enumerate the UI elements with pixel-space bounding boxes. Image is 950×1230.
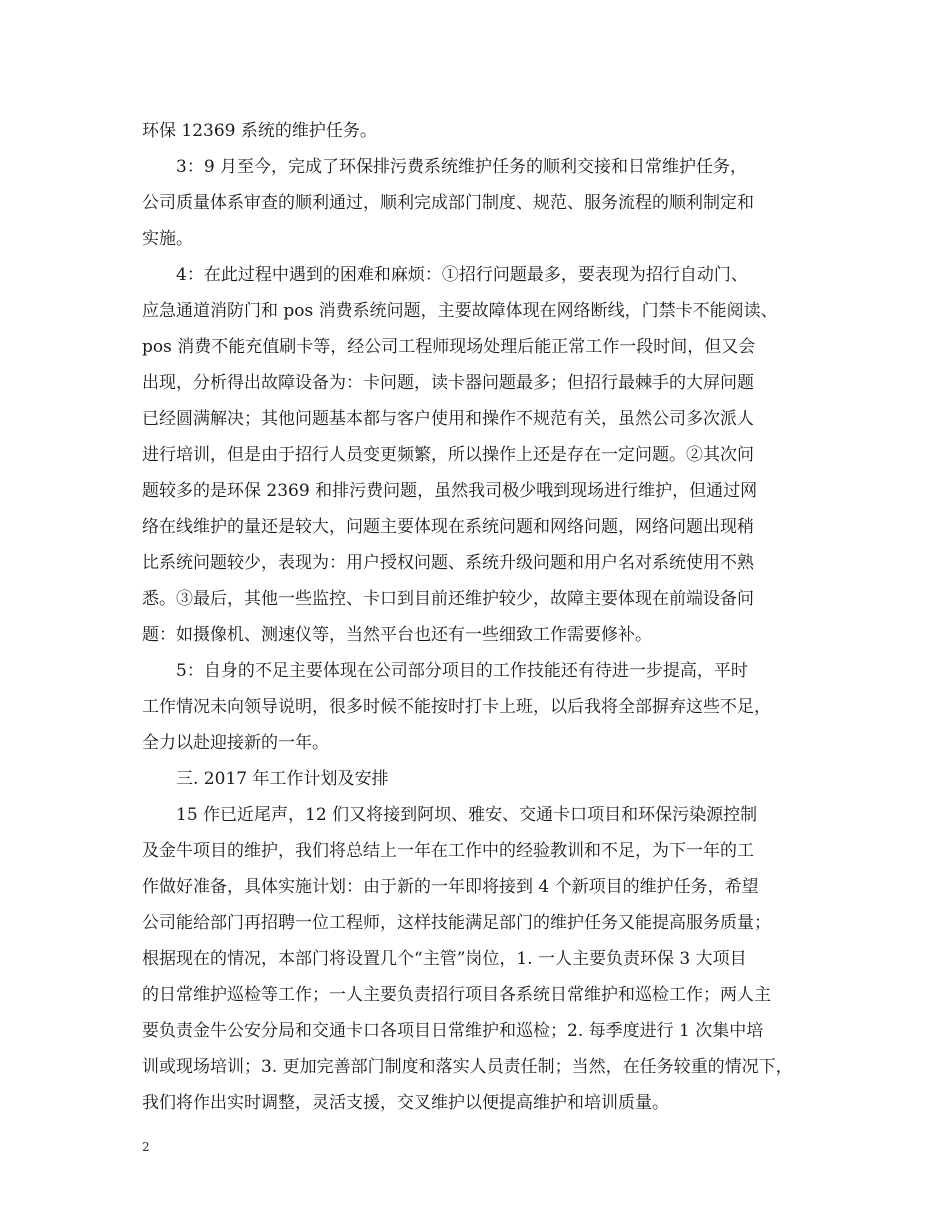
text-line: 要负责金牛公安分局和交通卡口各项目日常维护和巡检；2. 每季度进行 1 次集中培: [142, 1021, 764, 1041]
text-line: 悉。③最后，其他一些监控、卡口到目前还维护较少，故障主要体现在前端设备问: [142, 589, 754, 609]
text-line: 5：自身的不足主要体现在公司部分项目的工作技能还有待进一步提高，平时: [176, 661, 748, 681]
text-line: 我们将作出实时调整，灵活支援，交叉维护以便提高维护和培训质量。: [142, 1093, 669, 1113]
text-line: 工作情况未向领导说明，很多时候不能按时打卡上班，以后我将全部摒弃这些不足，: [142, 697, 771, 717]
text-line: 进行培训，但是由于招行人员变更频繁，所以操作上还是存在一定问题。②其次问: [142, 445, 754, 465]
section-heading: 三. 2017 年工作计划及安排: [176, 769, 389, 789]
page-number: 2: [142, 1140, 150, 1154]
text-line: 络在线维护的量还是较大，问题主要体现在系统问题和网络问题，网络问题出现稍: [142, 517, 754, 537]
text-line: 训或现场培训；3. 更加完善部门制度和落实人员责任制；当然，在任务较重的情况下，: [142, 1057, 793, 1077]
text-line: 应急通道消防门和 pos 消费系统问题，主要故障体现在网络断线，门禁卡不能阅读、: [142, 301, 778, 321]
text-line: 实施。: [142, 229, 193, 249]
text-line: pos 消费不能充值刷卡等，经公司工程师现场处理后能正常工作一段时间，但又会: [142, 337, 756, 357]
text-line: 作做好准备，具体实施计划：由于新的一年即将接到 4 个新项目的维护任务，希望: [142, 877, 759, 897]
text-line: 公司质量体系审查的顺利通过，顺利完成部门制度、规范、服务流程的顺利制定和: [142, 193, 754, 213]
text-line: 根据现在的情况，本部门将设置几个“主管”岗位，1. 一人主要负责环保 3 大项目: [142, 949, 747, 969]
text-line: 4：在此过程中遇到的困难和麻烦：①招行问题最多，要表现为招行自动门、: [176, 265, 748, 285]
text-line: 的日常维护巡检等工作；一人主要负责招行项目各系统日常维护和巡检工作；两人主: [142, 985, 771, 1005]
text-line: 已经圆满解决；其他问题基本都与客户使用和操作不规范有关，虽然公司多次派人: [142, 409, 754, 429]
text-line: 题：如摄像机、测速仪等，当然平台也还有一些细致工作需要修补。: [142, 625, 652, 645]
text-line: 比系统问题较少，表现为：用户授权问题、系统升级问题和用户名对系统使用不熟: [142, 553, 754, 573]
text-line: 全力以赴迎接新的一年。: [142, 733, 329, 753]
text-line: 3：9 月至今，完成了环保排污费系统维护任务的顺利交接和日常维护任务，: [176, 157, 748, 177]
text-line: 及金牛项目的维护，我们将总结上一年在工作中的经验教训和不足，为下一年的工: [142, 841, 754, 861]
text-line: 公司能给部门再招聘一位工程师，这样技能满足部门的维护任务又能提高服务质量；: [142, 913, 771, 933]
text-line: 15 作已近尾声，12 们又将接到阿坝、雅安、交通卡口项目和环保污染源控制: [176, 805, 758, 825]
text-line: 题较多的是环保 2369 和排污费问题，虽然我司极少哦到现场进行维护，但通过网: [142, 481, 758, 501]
text-line: 环保 12369 系统的维护任务。: [142, 121, 377, 141]
text-line: 出现，分析得出故障设备为：卡问题，读卡器问题最多；但招行最棘手的大屏问题: [142, 373, 754, 393]
